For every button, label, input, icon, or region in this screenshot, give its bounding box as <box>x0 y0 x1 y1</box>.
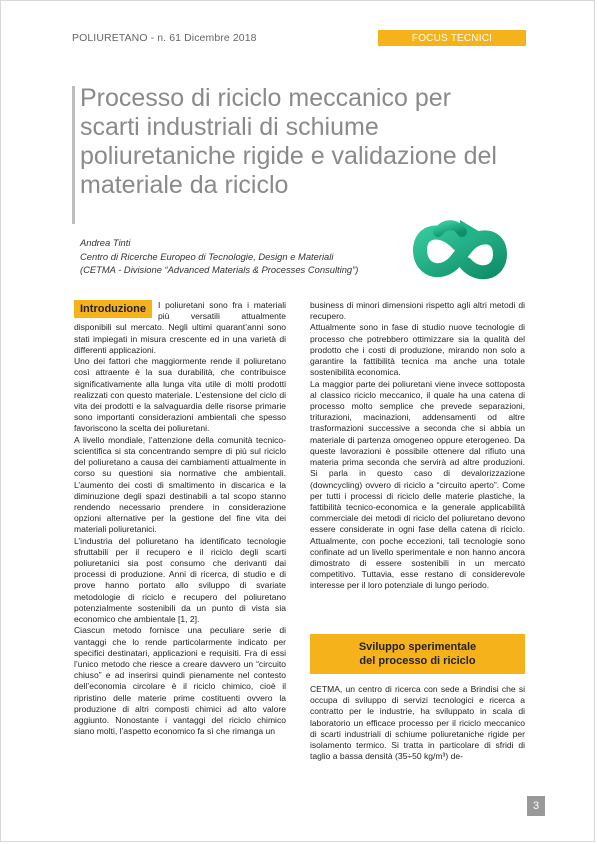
intro-paragraph-3: A livello mondiale, l’attenzione della comunità tecnico-scientifica si sta concentrando sempre di più sul riciclo del poliuretano a causa dei cambiamenti attualmente in corso su questioni sia normative che ambientali. L’aumento dei costi di smaltimento in discarica e la diminuzione degli spazi destinabili a tal scopo stanno rendendo necessario prendere in considerazione opzioni alternative per la gestione del fine vita dei materiali poliuretanici. <box>74 434 286 535</box>
author-name: Andrea Tinti <box>80 237 131 248</box>
magazine-header: POLIURETANO - n. 61 Dicembre 2018 <box>72 32 257 44</box>
sviluppo-section-label <box>310 634 525 674</box>
sviluppo-paragraph-1: CETMA, un centro di ricerca con sede a Brindisi che si occupa di sviluppo di servizi tecnologici e ricerca a contratto per le industrie, ha sviluppato in scala di laboratorio un efficace processo per il riciclo meccanico di scarti industriali di schiume poliuretaniche rigide per isolamento termico. Si tratta in particolare di sfridi di taglio a bassa densità (35÷50 kg/m³) de- <box>310 684 525 762</box>
intro-paragraph-2: Uno dei fattori che maggiormente rende il poliuretano così attraente è la sua durabilità, che contribuisce significativamente alla lunga vita utile di molti prodotti realizzati con questo materiale. L’estensione del ciclo di vita dei prodotti e la salvaguardia delle risorse primarie sono importanti considerazioni ambientali che spesso favoriscono la scelta dei poliuretani. <box>74 356 286 434</box>
left-column <box>74 300 286 738</box>
sviluppo-label-line-1: Sviluppo sperimentale <box>358 641 477 653</box>
right-paragraph-3: La maggior parte dei poliuretani viene invece sottoposta al classico riciclo meccanico, il quale ha una catena di processo molto semplice che prevede separazioni, triturazioni, macinazioni, addensamenti od altre trasformazioni successive a seconda che si abbia un materiale di partenza omogeneo oppure eterogeneo. Da queste lavorazioni è possibile ottenere dal rifiuto una materia prima seconda che servirà ad altre produzioni. Si parla in questo caso di devalorizzazione (downcycling) ovvero di riciclo a “circuito aperto”. Come per tutti i processi di riciclo delle materie plastiche, la fattibilità tecnico-economica e la generale applicabilità commerciale dei metodi di riciclo del poliuretano devono essere considerate in ogni fase della catena di riciclo. Attualmente, con poche eccezioni, tali tecnologie sono confinate ad un livello sperimentale e non hanno ancora dimostrato di essere sostenibili in un mercato competitivo. Tuttavia, esse restano di considerevole interesse per il loro potenziale di lungo periodo. <box>310 378 525 591</box>
right-paragraph-2: Attualmente sono in fase di studio nuove tecnologie di processo che potrebbero ottimizzare sia la qualità del prodotto che i costi di produzione, mirando non solo a garantire la fattibilità tecnica ma anche una totale sostenibilità economica. <box>310 322 525 378</box>
author-affiliation: Centro di Ricerche Europeo di Tecnologie, Design e Materiali <box>80 250 334 262</box>
title-accent-bar <box>72 86 75 224</box>
right-column <box>310 300 525 592</box>
author-division: (CETMA - Divisione “Advanced Materials & Processes Consulting”) <box>80 264 359 275</box>
recycle-infinity-icon <box>408 192 508 297</box>
intro-paragraph-4: L’industria del poliuretano ha identificato tecnologie sfruttabili per il recupero e il riciclo degli scarti poliuretanici sia post consumo che derivanti dai processi di produzione. Anni di ricerca, di studio e di prove hanno portato allo sviluppo di svariate metodologie di riciclo e recupero del poliuretano potenzialmente sostenibili da un punto di vista sia economico che ambientale [1, 2]. <box>74 535 286 625</box>
right-column-lower <box>310 684 525 763</box>
page-number: 3 <box>527 796 545 816</box>
article-title: Processo di riciclo meccanico per scarti industriali di schiume poliuretaniche rigide e validazione del materiale da riciclo <box>80 84 497 199</box>
intro-section-label: Introduzione <box>74 300 152 318</box>
sviluppo-label-line-2: del processo di riciclo <box>359 655 476 667</box>
right-paragraph-1: business di minori dimensioni rispetto agli altri metodi di recupero. <box>310 300 525 322</box>
section-tag: FOCUS TECNICI <box>378 30 526 46</box>
intro-paragraph-5: Ciascun metodo fornisce una peculiare serie di vantaggi che lo rende particolarmente indicato per specifici destinatari, applicazioni e requisiti. Fra di essi l’unico metodo che riesce a creare davvero un “circuito chiuso” e ad inserirsi quindi pienamente nel contesto dell’economia circolare è il riciclo chimico, cioè il ripristino delle materie prime costituenti ovvero la produzione di altri composti chimici ad alto valore aggiunto. Nonostante i vantaggi del riciclo chimico siano molti, l’aspetto economico fa sì che rimanga un <box>74 625 286 737</box>
author-block <box>80 236 400 277</box>
intro-paragraph-1: Introduzione I poliuretani sono fra i materiali più versatili attualmente disponibili sul mercato. Negli ultimi quarant’anni sono stati impiegati in misura crescente ed in una varietà di differenti applicazioni. <box>74 300 286 355</box>
